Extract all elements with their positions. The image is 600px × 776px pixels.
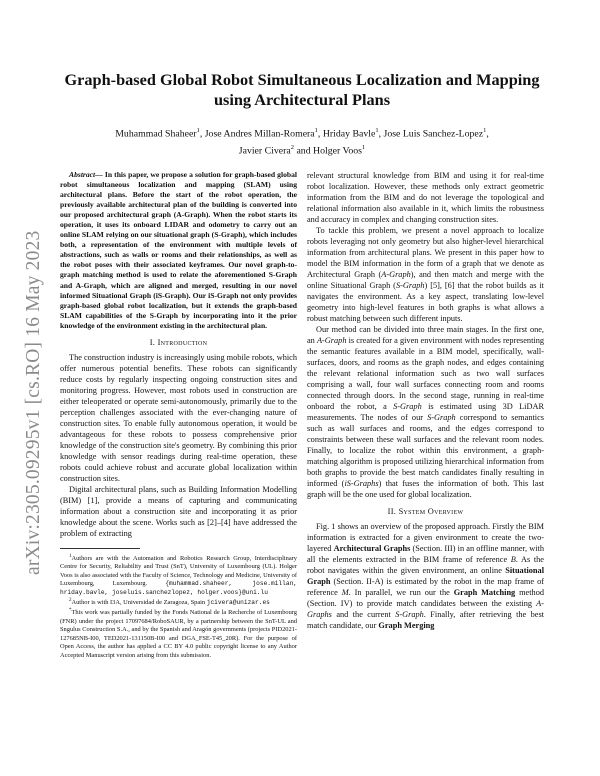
- author-separator: and: [294, 145, 314, 157]
- footnote-affiliation-1: [60, 553, 297, 597]
- author: Holger Voos: [313, 145, 362, 157]
- footnote-funding: [60, 607, 297, 660]
- term-s-graph: S-Graph: [427, 413, 456, 422]
- footnote-text: Authors are with the Automation and Robotics Research Group, Interdisciplinary Centre for Security, Reliability and Trust (SnT), University of Luxembourg (UL). Holger Voos is also associated with the Faculty of Science, Technology and Medicine, University of Luxembourg, Luxembourg.: [60, 554, 297, 588]
- term-s-graph: S-Graph: [393, 402, 422, 411]
- text-run: (Section. III) in an offline manner, with all the elements extracted in the BIM frame of reference: [307, 544, 544, 564]
- arxiv-stamp-text: arXiv:2305.09295v1 [cs.RO] 16 May 2023: [23, 230, 44, 575]
- footnote-mark: 2: [69, 597, 72, 603]
- footnote-mark: 1: [69, 553, 72, 559]
- text-run: and the current: [331, 610, 396, 619]
- term-a-graph: A-Graph: [316, 336, 347, 345]
- text-run: is estimated using 3D LiDAR measurements. The nodes of our: [307, 402, 544, 422]
- text-run: Fig. 1 shows an overview of the proposed approach. Firstly the BIM information is extracted for a given environment to create the two-layered: [307, 522, 544, 553]
- section-heading-introduction: I. Introduction: [149, 337, 208, 347]
- paper-header: [60, 70, 544, 159]
- text-run: (Section. II-A) is estimated by the robot in the map frame of reference: [307, 577, 544, 597]
- section-heading-system-overview: II. System Overview: [387, 507, 464, 516]
- footnote-rule: [60, 548, 140, 549]
- author-line-1: [60, 124, 544, 141]
- footnote-text: This work was partially funded by the Fonds National de la Recherche of Luxembourg (FNR) under the project 17097684/RoboSAUR, by a partnership between the SnT-UL and Sngulus Construction S.A., and by the Spanish and Aragón governments (projects PID2021-127685NB-I00, TED2021-131150B-I00 and DGA_FSE-T45_20R). For the purpose of Open Access, the author has applied a CC BY 4.0 public copyright license to any Author Accepted Manuscript version arising from this submission.: [60, 609, 297, 659]
- affiliation-mark: 1: [375, 127, 379, 134]
- body-paragraph: relevant structural knowledge from BIM and using it for real-time robot localization. However, these methods only extract geometric information from the BIM and do not leverage the topological and relational information also available in it, which limits the robustness and accuracy in complex and changing construction sites.: [307, 171, 544, 224]
- text-run: To tackle this problem, we present a novel approach to localize robots leveraging not only geometry but also higher-level hierarchical information from architectural plans. We present in this paper how to model the BIM information in the form of a graph that we denote as Architectural Graph (: [307, 226, 544, 279]
- text-run: ) that fuses the information of both. This last graph will be the one used for global localization.: [307, 479, 545, 499]
- body-paragraph: The construction industry is increasingly using mobile robots, which offer numerous potential benefits. These robots can significantly reduce costs by regularly inspecting ongoing construction sites and monitoring progress. However, most robots used in construction are either teleoperated or operate semi-autonomously, primarily due to the perception challenges associated with the ever-changing nature of construction sites. To enable fully autonomous operation, it would be advantageous for these robots to possess comprehensive prior knowledge of the construction site's geometry. By combining this prior knowledge with sensor readings during real-time operation, these robots could achieve robust and accurate global localization within construction sites.: [60, 352, 297, 483]
- footnote-text: Author is with I3A, Universidad de Zaragoza, Spain: [71, 599, 206, 607]
- term-graph-merging: Graph Merging: [378, 621, 435, 630]
- abstract: [60, 170, 297, 331]
- abstract-dash: —: [95, 170, 105, 179]
- author-list: [60, 124, 544, 159]
- author: Javier Civera: [238, 145, 291, 157]
- text-run: . In parallel, we run our the: [348, 588, 454, 597]
- affiliation-mark: 1: [483, 127, 487, 134]
- abstract-label: Abstract: [69, 170, 96, 179]
- text-run: ), and then match and merge with the online Situational Graph (: [307, 270, 544, 290]
- author-separator: ,: [199, 128, 205, 140]
- author-email: jcivera@unizar.es: [206, 599, 270, 607]
- symbol-b: B: [510, 555, 516, 564]
- arxiv-stamp: [6, 205, 44, 575]
- term-architectural-graphs: Architectural Graphs: [333, 544, 411, 553]
- body-paragraph: [307, 324, 544, 500]
- body-paragraph: [307, 521, 544, 631]
- text-run: Our method can be divided into three main stages. In the first one, an: [307, 325, 544, 345]
- term-graph-matching: Graph Matching: [453, 588, 516, 597]
- symbol-m: M: [341, 588, 349, 597]
- body-paragraph: [307, 225, 544, 324]
- author-line-2: [60, 141, 544, 158]
- author-separator: ,: [486, 128, 489, 140]
- text-run: . As the robot navigates within the given environment, an online: [307, 555, 544, 575]
- text-run: . Finally, after retrieving the best match candidate, our: [307, 610, 544, 630]
- affiliation-mark: 1: [314, 127, 318, 134]
- footnote-mark: *: [69, 608, 72, 614]
- affiliation-mark: 1: [196, 127, 200, 134]
- term-a-graphs: A-Graphs: [307, 599, 544, 619]
- term-situational-graph: Situational Graph: [307, 566, 544, 586]
- text-run: method (Section. IV) to provide match candidates between the existing: [307, 588, 544, 608]
- term-s-graph: S-Graph: [395, 610, 424, 619]
- text-run: correspond to semantics such as wall surfaces and rooms, and the edges correspond to constraints between these wall surfaces and the relevant room nodes. Finally, to localize the robot within this environment, a graph-matching algorithm is proposed utilizing hierarchical information from both graphs to provide the best match candidates finally resulting in informed (: [307, 413, 544, 488]
- author: Jose Luis Sanchez-Lopez: [383, 128, 484, 140]
- body-paragraph: Digital architectural plans, such as Building Information Modelling (BIM) [1], provide a means of capturing and communicating information about a construction site and incorporating it as prior knowledge about the scene. Works such as [2]–[4] have addressed the problem of extracting: [60, 484, 297, 538]
- footnote-affiliation-2: [60, 597, 297, 608]
- term-is-graphs: iS-Graphs: [344, 479, 379, 488]
- author: Jose Andres Millan-Romera: [204, 128, 315, 140]
- text-run: ) [5], [6] that the robot builds as it navigates the environment. As a key aspect, translating low-level geometry into high-level features in both graphs is what allows a robust matching between such different inputs.: [307, 281, 544, 323]
- author: Hriday Bavle: [322, 128, 376, 140]
- affiliation-mark: 2: [290, 144, 294, 152]
- affiliation-mark: 1: [361, 144, 366, 152]
- abstract-body: In this paper, we propose a solution for graph-based global robot simultaneous localization and mapping (SLAM) using architectural plans. Before the start of the robot operation, the previously available architectural plan of the building is converted into our proposed architectural graph (A-Graph). When the robot starts its operation, it uses its onboard LIDAR and odometry to carry out an online SLAM relying on our situational graph (S-Graph), which includes both, a representation of the environment with multiple levels of abstractions, such as walls or rooms and their relationships, as well as the robot poses with their associated keyframes. Our novel graph-to-graph matching method is used to relate the aforementioned S-Graph and A-Graph, which are aligned and merged, resulting in our novel informed Situational Graph (iS-Graph). Our iS-Graph not only provides graph-based global robot localization, but it extends the graph-based SLAM capabilities of the S-Graph by incorporating into it the prior knowledge of the environment existing in the architectural plan.: [60, 170, 297, 330]
- paper-title: Graph-based Global Robot Simultaneous Localization and Mapping using Architectural Plans: [64, 70, 540, 109]
- text-run: is created for a given environment with nodes representing the semantic features available in a BIM model, specifically, wall-surfaces, doors, and rooms as the graph nodes, and edges containing the relevant relational information such as two wall surfaces comprising a wall, four wall surfaces connecting room and rooms connected through doors. In the second stage, running in real-time onboard the robot, a: [307, 336, 544, 411]
- author-emails: {muhammad.shaheer, jose.millan, hriday.bavle, joseluis.sanchezlopez, holger.voos}@uni.lu: [60, 580, 297, 596]
- author: Muhammad Shaheer: [115, 128, 197, 140]
- term-a-graph: A-Graph: [381, 270, 411, 279]
- right-column: [307, 170, 544, 631]
- term-s-graph: S-Graph: [395, 281, 425, 290]
- author-separator: ,: [378, 128, 384, 140]
- author-separator: ,: [317, 128, 323, 140]
- left-column: [60, 170, 297, 660]
